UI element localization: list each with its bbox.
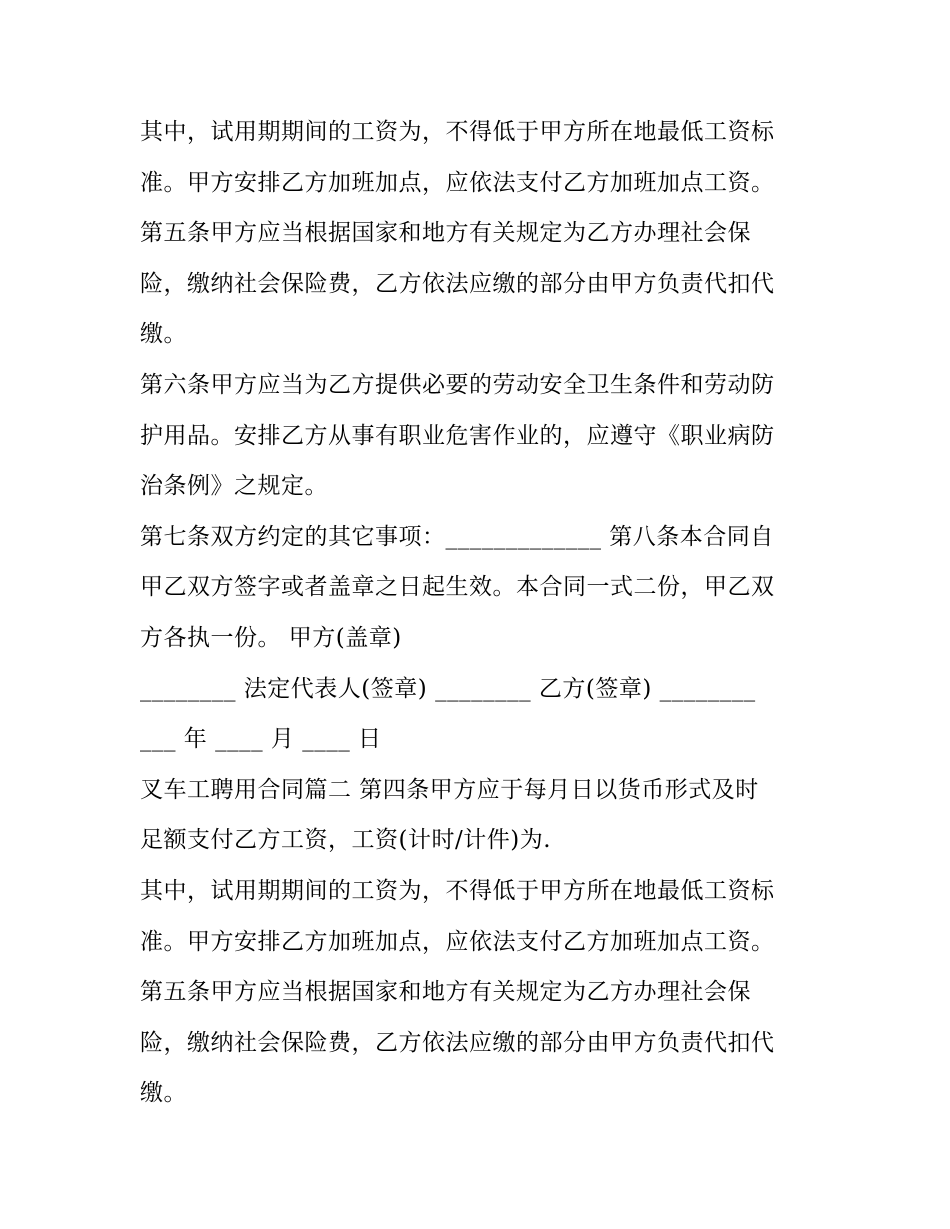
text-line: 护用品。安排乙方从事有职业危害作业的，应遵守《职业病防 bbox=[140, 422, 775, 449]
text-line: 第七条双方约定的其它事项：_____________ 第八条本合同自 bbox=[140, 523, 774, 550]
text-line: 准。甲方安排乙方加班加点，应依法支付乙方加班加点工资。 bbox=[140, 928, 775, 955]
text-line: 准。甲方安排乙方加班加点，应依法支付乙方加班加点工资。 bbox=[140, 169, 775, 196]
text-line: 方各执一份。 甲方(盖章) bbox=[140, 624, 402, 651]
text-line: 第五条甲方应当根据国家和地方有关规定为乙方办理社会保 bbox=[140, 979, 751, 1006]
text-line: 险，缴纳社会保险费，乙方依法应缴的部分由甲方负责代扣代 bbox=[140, 1029, 775, 1056]
text-line: 甲乙双方签字或者盖章之日起生效。本合同一式二份，甲乙双 bbox=[140, 574, 775, 601]
text-line: 治条例》之规定。 bbox=[140, 473, 328, 500]
text-line: 足额支付乙方工资，工资(计时/计件)为. bbox=[140, 827, 552, 854]
text-line: 缴。 bbox=[140, 321, 187, 348]
text-line: 缴。 bbox=[140, 1080, 187, 1107]
text-line: 第五条甲方应当根据国家和地方有关规定为乙方办理社会保 bbox=[140, 220, 751, 247]
text-line: 其中，试用期期间的工资为，不得低于甲方所在地最低工资标 bbox=[140, 119, 775, 145]
text-line: 第六条甲方应当为乙方提供必要的劳动安全卫生条件和劳动防 bbox=[140, 371, 775, 398]
signature-line: ________ 法定代表人(签章) ________ 乙方(签章) ________ bbox=[140, 675, 756, 702]
document-body bbox=[140, 107, 820, 1119]
date-line: ___ 年 ____ 月 ____ 日 bbox=[140, 726, 382, 753]
text-line: 其中，试用期期间的工资为，不得低于甲方所在地最低工资标 bbox=[140, 877, 775, 904]
text-line: 险，缴纳社会保险费，乙方依法应缴的部分由甲方负责代扣代 bbox=[140, 270, 775, 297]
text-line: 叉车工聘用合同篇二 第四条甲方应于每月日以货币形式及时 bbox=[140, 776, 759, 803]
